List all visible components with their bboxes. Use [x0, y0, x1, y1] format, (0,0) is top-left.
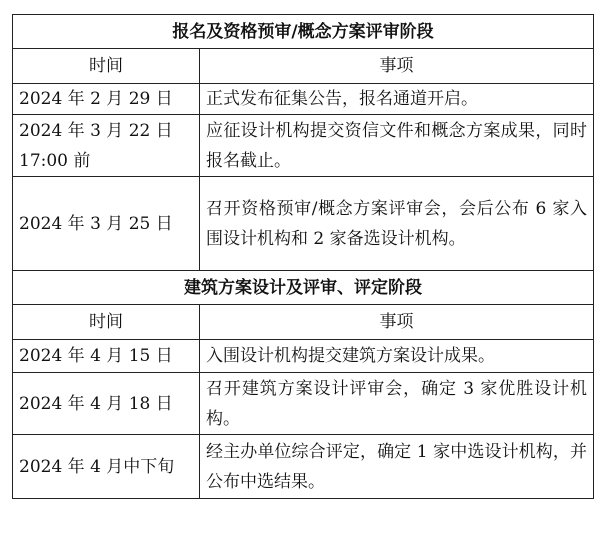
- table-row: [13, 115, 594, 177]
- schedule-table: [12, 14, 594, 499]
- column-header-item: 事项: [200, 305, 594, 340]
- section-header-row: [13, 271, 594, 305]
- column-header-row: [13, 49, 594, 84]
- row-item: 召开资格预审/概念方案评审会，会后公布 6 家入围设计机构和 2 家备选设计机构。: [200, 177, 594, 271]
- column-header-time: 时间: [13, 49, 200, 84]
- column-header-item: 事项: [200, 49, 594, 84]
- section-header-row: [13, 15, 594, 49]
- row-date: 2024 年 2 月 29 日: [13, 84, 200, 115]
- section-title: 报名及资格预审/概念方案评审阶段: [13, 15, 594, 49]
- table-row: [13, 435, 594, 499]
- table-row: [13, 177, 594, 271]
- table-row: [13, 340, 594, 373]
- table-row: [13, 84, 594, 115]
- column-header-time: 时间: [13, 305, 200, 340]
- row-item: 应征设计机构提交资信文件和概念方案成果，同时报名截止。: [200, 115, 594, 177]
- row-item: 经主办单位综合评定，确定 1 家中选设计机构，并公布中选结果。: [200, 435, 594, 499]
- row-item: 召开建筑方案设计评审会，确定 3 家优胜设计机构。: [200, 373, 594, 435]
- schedule-table-wrapper: [12, 14, 594, 499]
- table-row: [13, 373, 594, 435]
- row-item: 正式发布征集公告，报名通道开启。: [200, 84, 594, 115]
- row-date: 2024 年 4 月 15 日: [13, 340, 200, 373]
- column-header-row: [13, 305, 594, 340]
- row-date: 2024 年 3 月 22 日 17:00 前: [13, 115, 200, 177]
- row-date: 2024 年 4 月中下旬: [13, 435, 200, 499]
- row-item: 入围设计机构提交建筑方案设计成果。: [200, 340, 594, 373]
- row-date: 2024 年 3 月 25 日: [13, 177, 200, 271]
- section-title: 建筑方案设计及评审、评定阶段: [13, 271, 594, 305]
- row-date: 2024 年 4 月 18 日: [13, 373, 200, 435]
